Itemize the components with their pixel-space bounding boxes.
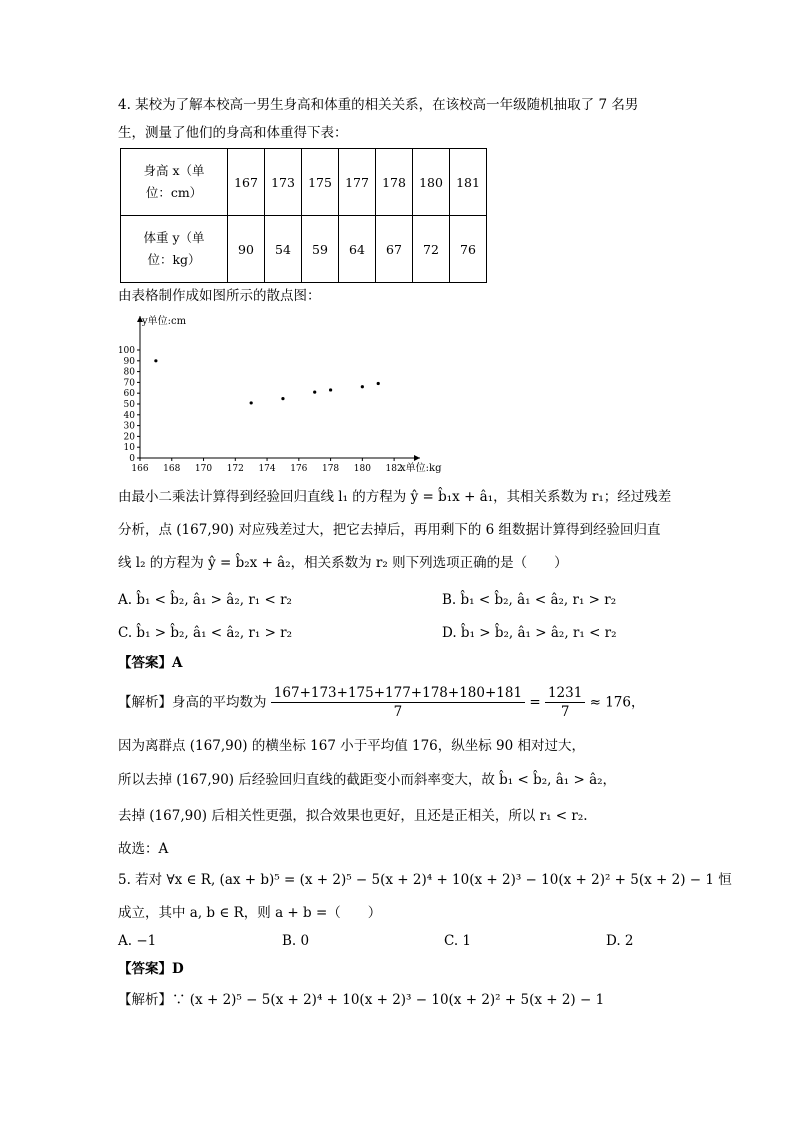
x-tick-label: 182 <box>385 464 403 474</box>
scatter-point <box>377 382 380 385</box>
chart-axes <box>137 316 420 461</box>
q4-analysis-mean <box>118 684 644 721</box>
x-axis-label: x单位:kg <box>400 463 442 474</box>
x-tick-label: 170 <box>194 464 213 474</box>
x-tick-label: 168 <box>163 464 181 474</box>
y-tick-label: 100 <box>118 346 135 356</box>
x-tick-label: 166 <box>131 464 149 474</box>
q5-analysis: 【解析】∵ (x + 2)⁵ − 5(x + 2)⁴ + 10(x + 2)³ − 10(x + 2)² + 5(x + 2) − 1 <box>118 992 605 1008</box>
scatter-intro: 由表格制作成如图所示的散点图： <box>118 288 321 304</box>
y-tick-label: 20 <box>123 432 135 443</box>
scatter-point <box>329 388 332 391</box>
scatter-point <box>154 359 157 362</box>
weight-cell: 90 <box>228 216 265 283</box>
height-cell: 177 <box>339 149 376 216</box>
scatter-point <box>281 397 284 400</box>
y-tick-label: 60 <box>123 389 135 400</box>
mean-denominator: 7 <box>393 704 403 720</box>
q4-para1: 由最小二乘法计算得到经验回归直线 l₁ 的方程为 ŷ = b̂₁x + â₁，其相关系数为 r₁；经过残差 <box>118 489 672 505</box>
q5-stem-line1: 5. 若对 ∀x ∈ R, (ax + b)⁵ = (x + 2)⁵ − 5(x + 2)⁴ + 10(x + 2)³ − 10(x + 2)² + 5(x + 2) − 1 恒 <box>118 872 732 888</box>
scatter-point <box>361 385 364 388</box>
q4-stem-line1: 4. 某校为了解本校高一男生身高和体重的相关关系，在该校高一年级随机抽取了 7 名男 <box>118 97 639 113</box>
height-header <box>121 149 228 216</box>
q4-option-b: B. b̂₁ < b̂₂, â₁ < â₂, r₁ > r₂ <box>442 592 617 608</box>
y-tick-label: 10 <box>123 443 135 454</box>
q5-stem-line2: 成立，其中 a, b ∈ R，则 a + b =（ ） <box>118 905 382 921</box>
weight-cell: 72 <box>413 216 450 283</box>
weight-cell: 59 <box>302 216 339 283</box>
mean-numerator: 167+173+175+177+178+180+181 <box>271 684 525 703</box>
y-tick-label: 50 <box>123 400 135 410</box>
weight-cell: 64 <box>339 216 376 283</box>
mean-fraction <box>271 684 525 721</box>
equals-sign: = <box>529 694 541 711</box>
x-tick-label: 174 <box>258 464 276 474</box>
q4-option-a: A. b̂₁ < b̂₂, â₁ > â₂, r₁ < r₂ <box>118 592 292 608</box>
height-cell: 175 <box>302 149 339 216</box>
data-table <box>120 148 487 283</box>
y-tick-label: 30 <box>123 421 135 432</box>
weight-label-b: 位：kg） <box>147 252 201 267</box>
q4-stem-line2: 生，测量了他们的身高和体重得下表： <box>118 125 348 141</box>
y-tick-label: 80 <box>123 367 135 378</box>
mean-fraction-2 <box>545 684 585 721</box>
x-tick-label: 176 <box>290 464 308 474</box>
height-cell: 180 <box>413 149 450 216</box>
q5-answer: 【答案】D <box>118 961 184 977</box>
height-label-b: 位：cm） <box>145 185 203 200</box>
q4-explain-4: 故选：A <box>118 841 169 857</box>
q4-answer: 【答案】A <box>118 655 183 671</box>
q4-option-d: D. b̂₁ > b̂₂, â₁ > â₂, r₁ < r₂ <box>442 625 617 641</box>
height-cell: 178 <box>376 149 413 216</box>
q4-explain-1: 因为离群点 (167,90) 的横坐标 167 小于平均值 176，纵坐标 90 相对过大， <box>118 738 586 754</box>
height-cell: 173 <box>265 149 302 216</box>
chart-ticks <box>118 346 403 474</box>
q5-option-d: D. 2 <box>606 933 634 949</box>
mean-denominator-2: 7 <box>560 704 570 720</box>
x-tick-label: 172 <box>226 464 244 474</box>
table-row <box>121 216 487 283</box>
y-axis-label: y单位:cm <box>142 316 187 327</box>
weight-cell: 54 <box>265 216 302 283</box>
q4-explain-2: 所以去掉 (167,90) 后经验回归直线的截距变小而斜率变大，故 b̂₁ < b̂₂, â₁ > â₂， <box>118 772 617 788</box>
q5-option-b: B. 0 <box>282 933 310 949</box>
q4-para2: 分析，点 (167,90) 对应残差过大，把它去掉后，再用剩下的 6 组数据计算得到经验回归直 <box>118 522 661 538</box>
q4-explain-3: 去掉 (167,90) 后相关性更强，拟合效果也更好，且还是正相关，所以 r₁ < r₂. <box>118 808 588 824</box>
x-tick-label: 180 <box>353 464 371 474</box>
table-row <box>121 149 487 216</box>
mean-numerator-2: 1231 <box>545 684 585 703</box>
q5-option-a: A. −1 <box>118 933 157 949</box>
y-tick-label: 90 <box>123 356 135 367</box>
q4-option-c: C. b̂₁ > b̂₂, â₁ < â₂, r₁ > r₂ <box>118 625 293 641</box>
approx-value: ≈ 176， <box>589 694 645 711</box>
scatter-point <box>250 401 253 404</box>
scatter-plot <box>118 308 458 478</box>
analysis-label: 【解析】身高的平均数为 <box>118 694 267 711</box>
chart-points <box>154 359 380 404</box>
weight-cell: 76 <box>450 216 487 283</box>
weight-header <box>121 216 228 283</box>
q5-option-c: C. 1 <box>444 933 472 949</box>
x-axis-arrow <box>414 455 420 461</box>
x-tick-label: 178 <box>321 464 340 474</box>
y-tick-label: 40 <box>123 410 135 421</box>
q4-para3: 线 l₂ 的方程为 ŷ = b̂₂x + â₂，相关系数为 r₂ 则下列选项正确的是（ ） <box>118 555 568 571</box>
height-label-a: 身高 x（单 <box>143 163 205 178</box>
height-cell: 181 <box>450 149 487 216</box>
height-cell: 167 <box>228 149 265 216</box>
weight-label-a: 体重 y（单 <box>143 230 205 245</box>
y-tick-label: 0 <box>129 454 135 464</box>
scatter-point <box>313 391 316 394</box>
weight-cell: 67 <box>376 216 413 283</box>
y-tick-label: 70 <box>123 378 135 389</box>
